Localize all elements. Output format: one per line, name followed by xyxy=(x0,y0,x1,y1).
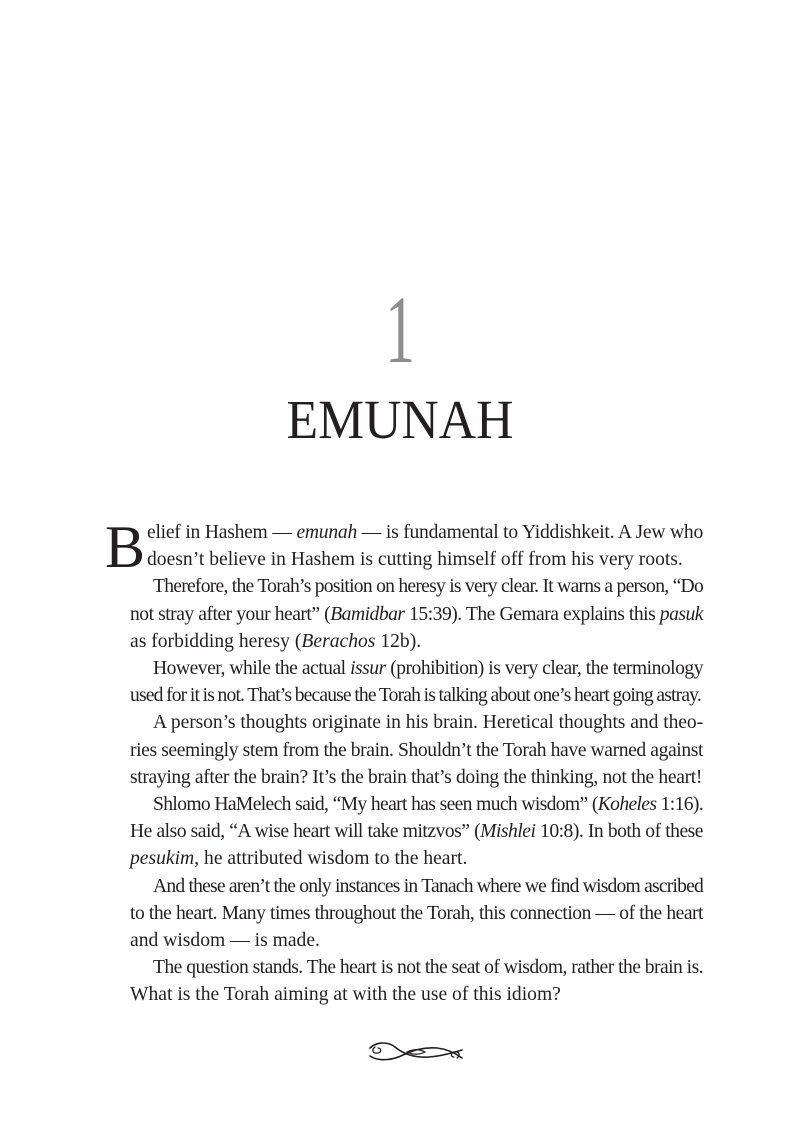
scroll-flourish-icon xyxy=(367,1038,465,1068)
paragraph-3 xyxy=(107,655,703,709)
paragraph-6 xyxy=(107,873,703,955)
text-line: ries seemingly stem from the brain. Shouldn’t the Torah have warned against xyxy=(130,739,703,761)
chapter-number: 1 xyxy=(385,276,415,383)
text-line: A person’s thoughts originate in his brain. Heretical thoughts and theo- xyxy=(153,712,703,734)
paragraph-2 xyxy=(107,573,703,655)
chapter-title: EMUNAH xyxy=(286,389,514,450)
paragraph-5 xyxy=(107,791,703,873)
text-line: to the heart. Many times throughout the Torah, this connection — of the heart xyxy=(130,902,703,924)
text-line: What is the Torah aiming at with the use of this idiom? xyxy=(130,984,561,1006)
text-line: Shlomo HaMelech said, “My heart has seen much wisdom” (Koheles 1:16). xyxy=(153,794,703,816)
text-line: used for it is not. That’s because the Torah is talking about one’s heart going astray. xyxy=(130,685,701,707)
text-line: The question stands. The heart is not the seat of wisdom, rather the brain is. xyxy=(153,957,703,979)
text-line: Therefore, the Torah’s position on heresy is very clear. It warns a person, “Do xyxy=(153,576,703,598)
text-line: as forbidding heresy (Berachos 12b). xyxy=(130,630,422,652)
text-line: doesn’t believe in Hashem is cutting himself off from his very roots. xyxy=(147,549,683,571)
text-line: And these aren’t the only instances in Tanach where we find wisdom ascribed xyxy=(153,875,703,897)
text-line: elief in Hashem — emunah — is fundamental to Yiddishkeit. A Jew who xyxy=(147,522,703,543)
drop-cap: B xyxy=(105,514,146,580)
text-line: However, while the actual issur (prohibition) is very clear, the terminology xyxy=(153,658,703,680)
text-line: straying after the brain? It’s the brain that’s doing the thinking, not the heart! xyxy=(130,766,703,788)
text-line: not stray after your heart” (Bamidbar 15:39). The Gemara explains this pasuk xyxy=(130,603,703,625)
text-line: He also said, “A wise heart will take mitzvos” (Mishlei 10:8). In both of these xyxy=(130,821,703,843)
paragraph-4 xyxy=(107,709,703,791)
text-line: pesukim, he attributed wisdom to the heart. xyxy=(130,848,468,870)
paragraph-7 xyxy=(107,954,703,1008)
chapter-body xyxy=(105,514,703,1009)
text-line: and wisdom — is made. xyxy=(130,930,320,952)
paragraph-1 xyxy=(105,514,703,580)
